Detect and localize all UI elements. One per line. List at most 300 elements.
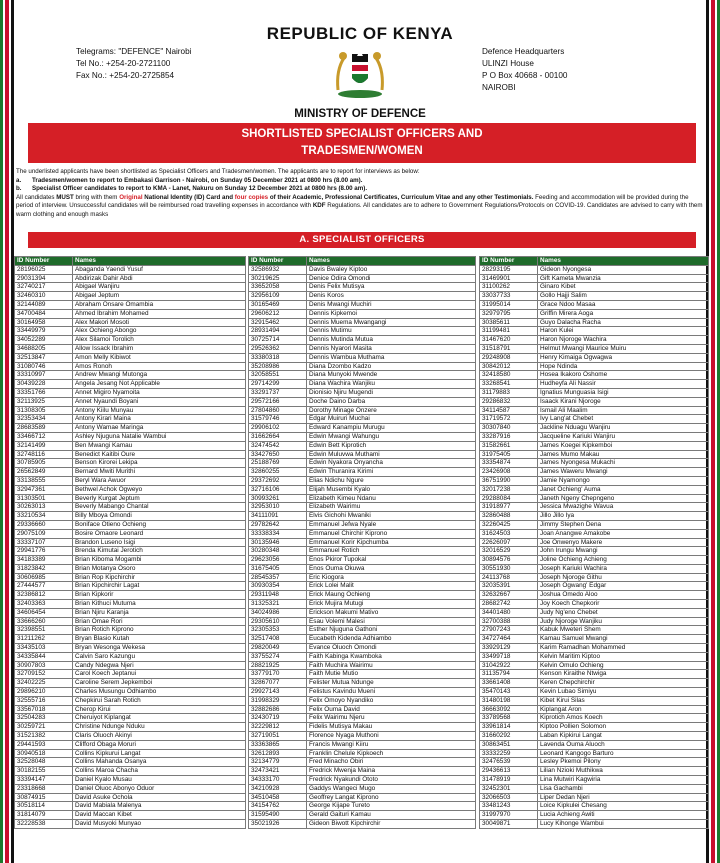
id-number-cell: 33755274 <box>249 652 307 661</box>
name-cell: Kiptoo Pollien Solomon <box>538 723 709 732</box>
name-cell: Fredrick Mwenja Maina <box>307 767 476 776</box>
id-number-cell: 31995014 <box>480 300 538 309</box>
id-number-cell: 29941776 <box>15 547 73 556</box>
item-b-text: Specialist Officer candidates to report to KMA - Lanet, Nakuru on Sunday 12 December 2021 at 0800 hrs (8.00 am). <box>32 185 368 193</box>
table-row <box>249 538 476 547</box>
name-cell: Karim Ramadhan Mohammed <box>538 644 709 653</box>
name-cell: Lucia Achieng Awiti <box>538 811 709 820</box>
name-cell: Edgar Muiruri Muchai <box>307 415 476 424</box>
table-row <box>480 336 709 345</box>
name-cell: Clifford Obaga Moruri <box>73 740 246 749</box>
id-number-cell: 32860488 <box>480 512 538 521</box>
id-number-cell: 31135794 <box>480 670 538 679</box>
table-row <box>249 468 476 477</box>
table-row <box>480 820 709 829</box>
name-cell: Cherop Kirui <box>73 705 246 714</box>
id-number-cell: 30439228 <box>15 380 73 389</box>
name-cell: Ginaro Kibet <box>538 283 709 292</box>
table-row <box>15 714 246 723</box>
id-number-cell: 31467620 <box>480 336 538 345</box>
table-row <box>480 380 709 389</box>
id-number-cell: 32709152 <box>15 670 73 679</box>
list-column-1 <box>14 256 246 829</box>
id-number-cell: 32612893 <box>249 749 307 758</box>
name-cell: Emmanuel Korir Kipchumba <box>307 538 476 547</box>
id-number-cell: 33138555 <box>15 476 73 485</box>
name-cell: David Maccan Kibet <box>73 811 246 820</box>
name-cell: Helmut Mwangi Maurice Muiru <box>538 344 709 353</box>
name-cell: Kenson Kiraithe Ntwiga <box>538 670 709 679</box>
id-number-cell: 29372692 <box>249 476 307 485</box>
id-number-cell: 33466712 <box>15 432 73 441</box>
id-number-cell: 32740217 <box>15 283 73 292</box>
table-row <box>480 309 709 318</box>
id-number-cell: 34335844 <box>15 652 73 661</box>
table-row <box>249 432 476 441</box>
table-row <box>480 547 709 556</box>
id-number-cell: 34052289 <box>15 336 73 345</box>
table-row <box>480 582 709 591</box>
id-number-cell: 33037733 <box>480 292 538 301</box>
name-cell: Elizabeth Kimeu Ndanu <box>307 494 476 503</box>
id-number-cell: 31823842 <box>15 564 73 573</box>
name-cell: Fidelis Mutisya Makau <box>307 723 476 732</box>
name-cell: David Asuke Ochola <box>73 793 246 802</box>
table-row <box>249 371 476 380</box>
id-number-cell: 31624503 <box>480 529 538 538</box>
name-cell: Abigael Wanjiru <box>73 283 246 292</box>
table-row <box>480 432 709 441</box>
name-cell: Gideon Biwott Kipchirchir <box>307 820 476 829</box>
table-row <box>480 468 709 477</box>
name-cell: Fredrick Nyakundi Ototo <box>307 776 476 785</box>
id-number-cell: 32632667 <box>480 591 538 600</box>
id-number-cell: 31042922 <box>480 661 538 670</box>
table-row <box>249 503 476 512</box>
name-cell: Hudheyfa Ali Nassir <box>538 380 709 389</box>
name-cell: Antony Kiilu Munyau <box>73 406 246 415</box>
name-cell: Daniel Oluoc Abonyo Oduor <box>73 784 246 793</box>
id-number-cell: 33338334 <box>249 529 307 538</box>
table-row <box>15 344 246 353</box>
name-cell: Enos Ouma Okuwa <box>307 564 476 573</box>
id-number-cell: 31582661 <box>480 441 538 450</box>
name-cell: Antony Wamae Maringa <box>73 424 246 433</box>
table-row <box>480 265 709 274</box>
table-row <box>249 644 476 653</box>
table-row <box>15 740 246 749</box>
table-row <box>15 802 246 811</box>
name-cell: Jackline Nduagu Wanjiru <box>538 424 709 433</box>
table-row <box>15 679 246 688</box>
id-number-cell: 24113768 <box>480 573 538 582</box>
table-row <box>15 424 246 433</box>
name-cell: Eucabeth Kidenda Adhiambo <box>307 635 476 644</box>
table-row <box>480 600 709 609</box>
name-cell: Daniel Kyalo Musau <box>73 776 246 785</box>
id-number-cell: 32403363 <box>15 600 73 609</box>
table-row <box>15 758 246 767</box>
name-cell: Bryan Blasio Kutah <box>73 635 246 644</box>
table-row <box>249 802 476 811</box>
table-row <box>480 802 709 811</box>
id-number-cell: 32035391 <box>480 582 538 591</box>
name-cell: Abaganda Yaendi Yusuf <box>73 265 246 274</box>
id-number-cell: 30164958 <box>15 318 73 327</box>
name-cell: Benedict Kaitibi Oure <box>73 450 246 459</box>
table-row <box>15 283 246 292</box>
id-number-cell: 31918977 <box>480 503 538 512</box>
name-cell: Erick Lolei Malit <box>307 582 476 591</box>
id-number-cell: 32513847 <box>15 353 73 362</box>
id-number-cell: 27444577 <box>15 582 73 591</box>
id-number-cell: 33961814 <box>480 723 538 732</box>
table-row <box>480 776 709 785</box>
table-row <box>15 538 246 547</box>
id-number-cell: 33310997 <box>15 371 73 380</box>
id-number-cell: 29623056 <box>249 556 307 565</box>
table-row <box>15 380 246 389</box>
name-cell: Kelvin Omulo Ochieng <box>538 661 709 670</box>
table-row <box>15 547 246 556</box>
hq-line: Defence Headquarters <box>482 47 565 56</box>
name-cell: Dennis Mutinda Mutua <box>307 336 476 345</box>
id-number-cell: 33427650 <box>249 450 307 459</box>
name-cell: Collins Maroa Chacha <box>73 767 246 776</box>
id-number-cell: 31179883 <box>480 388 538 397</box>
name-cell: Joseph Ogwang' Edgar <box>538 582 709 591</box>
id-number-cell: 32144089 <box>15 300 73 309</box>
shortlist-table <box>248 256 476 829</box>
name-cell: Brian Kipchirchir Lagat <box>73 582 246 591</box>
name-cell: Elvis Gichohi Mwaniki <box>307 512 476 521</box>
table-row <box>15 388 246 397</box>
req-must: MUST <box>56 193 74 201</box>
table-row <box>249 265 476 274</box>
name-cell: Emmanuel Jefwa Nyale <box>307 520 476 529</box>
table-row <box>480 617 709 626</box>
name-cell: Calvin Saro Kazungu <box>73 652 246 661</box>
id-number-cell: 33481243 <box>480 802 538 811</box>
shortlist-banner <box>28 123 696 163</box>
name-cell: Gift Kameta Mwanzia <box>538 274 709 283</box>
id-number-cell: 33789568 <box>480 714 538 723</box>
name-cell: Haron Njoroge Wachira <box>538 336 709 345</box>
id-number-cell: 32305353 <box>249 626 307 635</box>
id-number-cell: 30907803 <box>15 661 73 670</box>
id-number-cell: 30940518 <box>15 749 73 758</box>
name-cell: Annet Nyaundi Boyani <box>73 397 246 406</box>
table-row <box>480 793 709 802</box>
table-row <box>249 424 476 433</box>
table-row <box>15 573 246 582</box>
table-row <box>480 573 709 582</box>
id-number-cell: 29311948 <box>249 591 307 600</box>
id-number-cell: 29927143 <box>249 688 307 697</box>
table-row <box>15 811 246 820</box>
list-column-2 <box>248 256 476 829</box>
table-row <box>480 652 709 661</box>
id-number-cell: 28931494 <box>249 327 307 336</box>
table-row <box>480 476 709 485</box>
table-row <box>249 732 476 741</box>
id-number-cell: 36663092 <box>480 705 538 714</box>
id-number-cell: 30894576 <box>480 556 538 565</box>
id-number-cell: 30993261 <box>249 494 307 503</box>
table-row <box>249 344 476 353</box>
id-number-cell: 32504283 <box>15 714 73 723</box>
req-text: Regulations. All candidates are to adhere to Government Regulations/Protocols on COVID-19. Candidates are advised to carry with them warm clothing and enough masks <box>16 202 703 218</box>
id-number-cell: 30551930 <box>480 564 538 573</box>
id-number-cell: 29441593 <box>15 740 73 749</box>
id-number-cell: 29906102 <box>249 424 307 433</box>
name-cell: Beryl Wara Awuor <box>73 476 246 485</box>
table-row <box>249 608 476 617</box>
id-number-cell: 26562849 <box>15 468 73 477</box>
table-row <box>15 353 246 362</box>
table-row <box>15 705 246 714</box>
id-number-cell: 29606212 <box>249 309 307 318</box>
republic-title: REPUBLIC OF KENYA <box>266 24 454 43</box>
id-number-cell: 29248908 <box>480 353 538 362</box>
table-row <box>15 600 246 609</box>
table-row <box>15 556 246 565</box>
name-cell: Billy Mboya Omondi <box>73 512 246 521</box>
table-row <box>480 723 709 732</box>
id-number-cell: 31211262 <box>15 635 73 644</box>
table-row <box>249 723 476 732</box>
id-number-cell: 32953010 <box>249 503 307 512</box>
instruction-b <box>16 185 706 194</box>
name-cell: Kelvin Maritim Kiptoo <box>538 652 709 661</box>
name-cell: Leonard Kangogo Barturo <box>538 749 709 758</box>
name-cell: Elizabeth Wairimu <box>307 503 476 512</box>
id-number-cell: 31975405 <box>480 450 538 459</box>
id-number-cell: 31998329 <box>249 696 307 705</box>
id-number-cell: 31100262 <box>480 283 538 292</box>
banner-line-1: SHORTLISTED SPECIALIST OFFICERS AND <box>241 128 483 140</box>
table-row <box>249 617 476 626</box>
name-cell: Dennis Kipkemoi <box>307 309 476 318</box>
name-cell: Brian Kiboma Mogambi <box>73 556 246 565</box>
name-cell: Elias Ndichu Ngure <box>307 476 476 485</box>
table-row <box>15 732 246 741</box>
name-cell: Dennis Mutimu <box>307 327 476 336</box>
name-cell: Dennis Nyarori Masita <box>307 344 476 353</box>
id-number-cell: 32141499 <box>15 441 73 450</box>
table-row <box>480 626 709 635</box>
table-row <box>15 336 246 345</box>
name-cell: Emmanuel Chirchir Kiprono <box>307 529 476 538</box>
id-number-cell: 27804860 <box>249 406 307 415</box>
table-row <box>480 353 709 362</box>
table-row <box>480 811 709 820</box>
id-number-cell: 33499718 <box>480 652 538 661</box>
table-row <box>15 793 246 802</box>
name-cell: Jillo Jillo Iya <box>538 512 709 521</box>
table-row <box>249 635 476 644</box>
table-row <box>15 441 246 450</box>
id-number-cell: 31660292 <box>480 732 538 741</box>
name-cell: Judy Ng'eno Chebet <box>538 608 709 617</box>
table-row <box>15 617 246 626</box>
name-cell: Beverly Kurgat Jeptum <box>73 494 246 503</box>
id-number-cell: 22626097 <box>480 538 538 547</box>
table-row <box>15 476 246 485</box>
id-number-cell: 36751990 <box>480 476 538 485</box>
table-row <box>15 670 246 679</box>
id-number-cell: 32460310 <box>15 292 73 301</box>
id-number-cell: 33449979 <box>15 327 73 336</box>
contact-left <box>76 46 191 82</box>
name-cell: Dennis Muema Mwangangi <box>307 318 476 327</box>
name-cell: Felix Omoyo Nyandiko <box>307 696 476 705</box>
id-number-cell: 33287916 <box>480 432 538 441</box>
id-number-cell: 30219625 <box>249 274 307 283</box>
id-number-cell: 31719572 <box>480 415 538 424</box>
id-number-cell: 32229812 <box>249 723 307 732</box>
req-certs: of their Academic, Professional Certificates, Curriculum Vitae and any other Testimonials. <box>268 193 534 201</box>
id-number-cell: 32476539 <box>480 758 538 767</box>
table-row <box>15 362 246 371</box>
name-cell: Jimmy Stephen Dena <box>538 520 709 529</box>
name-cell: Edwin Bett Kiprotich <box>307 441 476 450</box>
table-row <box>249 274 476 283</box>
req-kdf: KDF <box>312 202 326 210</box>
instruction-a <box>16 177 706 186</box>
table-row <box>15 776 246 785</box>
table-row <box>15 415 246 424</box>
name-cell: Henry Kimaiga Ogwagwa <box>538 353 709 362</box>
table-row <box>15 529 246 538</box>
table-row <box>480 292 709 301</box>
table-row <box>249 318 476 327</box>
requirements-paragraph <box>16 194 706 220</box>
city-line: NAIROBI <box>482 83 516 92</box>
id-number-cell: 32947361 <box>15 485 73 494</box>
table-row <box>249 529 476 538</box>
table-row <box>249 591 476 600</box>
req-text: All candidates <box>16 193 57 201</box>
table-row <box>249 415 476 424</box>
id-number-cell: 34183389 <box>15 556 73 565</box>
id-number-cell: 31997970 <box>480 811 538 820</box>
table-row <box>249 450 476 459</box>
name-cell: Angela Jesang Not Applicable <box>73 380 246 389</box>
table-row <box>249 652 476 661</box>
table-row <box>480 661 709 670</box>
table-row <box>249 784 476 793</box>
table-row <box>249 476 476 485</box>
table-row <box>15 749 246 758</box>
name-cell: Lilian Nzioki Muthikwa <box>538 767 709 776</box>
table-row <box>480 274 709 283</box>
id-number-cell: 32474542 <box>249 441 307 450</box>
name-cell: Abdirizak Dahir Abdi <box>73 274 246 283</box>
id-number-cell: 29896210 <box>15 688 73 697</box>
item-a-label: a. <box>16 176 22 184</box>
name-cell: Erick Maung Ochieng <box>307 591 476 600</box>
name-cell: Brian Kithuci Mutuma <box>73 600 246 609</box>
table-row <box>15 327 246 336</box>
id-number-cell: 30182155 <box>15 767 73 776</box>
name-cell: Judy Njoroge Wanjiku <box>538 617 709 626</box>
name-cell: Laban Kipkirui Langat <box>538 732 709 741</box>
table-row <box>480 485 709 494</box>
table-row <box>249 740 476 749</box>
req-original: Original <box>119 193 143 201</box>
intro-text <box>16 168 706 220</box>
name-cell: Erick Mujira Mutugi <box>307 600 476 609</box>
id-number-cell: 31579746 <box>249 415 307 424</box>
id-number-cell: 33435103 <box>15 644 73 653</box>
name-cell: Griffin Mirera Aoga <box>538 309 709 318</box>
id-number-header: ID Number <box>249 257 307 266</box>
table-row <box>480 732 709 741</box>
id-number-cell: 33351766 <box>15 388 73 397</box>
id-number-cell: 32915462 <box>249 318 307 327</box>
table-row <box>480 740 709 749</box>
name-cell: Brenda Kimutai Jerotich <box>73 547 246 556</box>
id-number-cell: 32452301 <box>480 784 538 793</box>
name-cell: Bosire Omaore Leonard <box>73 529 246 538</box>
table-row <box>15 661 246 670</box>
name-cell: Bryan Wesonga Wekesa <box>73 644 246 653</box>
names-header: Names <box>73 257 246 266</box>
name-cell: Francis Mwangi Kiiru <box>307 740 476 749</box>
table-row <box>15 274 246 283</box>
name-cell: Edwin Nyakora Onyancha <box>307 459 476 468</box>
name-cell: Gerald Gaituri Kamau <box>307 811 476 820</box>
name-cell: Ignatius Munguasia Isigi <box>538 388 709 397</box>
id-number-cell: 34154762 <box>249 802 307 811</box>
table-row <box>15 784 246 793</box>
table-row <box>480 564 709 573</box>
name-cell: Dennis Wambua Muthama <box>307 353 476 362</box>
id-number-cell: 29305610 <box>249 617 307 626</box>
table-row <box>249 292 476 301</box>
table-row <box>480 591 709 600</box>
name-cell: Elijah Musembi Kyalo <box>307 485 476 494</box>
fax-line: Fax No.: +254-20-2725854 <box>76 71 175 80</box>
name-cell: Eric Kiogora <box>307 573 476 582</box>
list-column-3 <box>479 256 709 829</box>
name-cell: Edward Kanampiu Murugu <box>307 424 476 433</box>
table-row <box>480 512 709 521</box>
name-cell: Jessica Mwazighe Wavua <box>538 503 709 512</box>
telegrams-line: Telegrams: "DEFENCE" Nairobi <box>76 47 192 56</box>
id-number-cell: 31675405 <box>249 564 307 573</box>
name-cell: Brandon Luseno Isigi <box>73 538 246 547</box>
id-number-cell: 32058551 <box>249 371 307 380</box>
id-number-cell: 29820049 <box>249 644 307 653</box>
id-number-cell: 30930354 <box>249 582 307 591</box>
name-cell: Felister Mutua Ndunge <box>307 679 476 688</box>
name-cell: Denice Odira Omondi <box>307 274 476 283</box>
name-cell: John Irungu Mwangi <box>538 547 709 556</box>
table-row <box>249 670 476 679</box>
table-row <box>249 811 476 820</box>
table-row <box>249 679 476 688</box>
name-cell: James Nyongesa Mukachi <box>538 459 709 468</box>
id-number-cell: 31303501 <box>15 494 73 503</box>
id-number-cell: 32386812 <box>15 591 73 600</box>
name-cell: Ashley Njuguna Natalie Wambui <box>73 432 246 441</box>
id-number-cell: 34114587 <box>480 406 538 415</box>
name-cell: Emmanuel Rotich <box>307 547 476 556</box>
name-cell: Diana Wachira Wanjiku <box>307 380 476 389</box>
table-row <box>249 362 476 371</box>
